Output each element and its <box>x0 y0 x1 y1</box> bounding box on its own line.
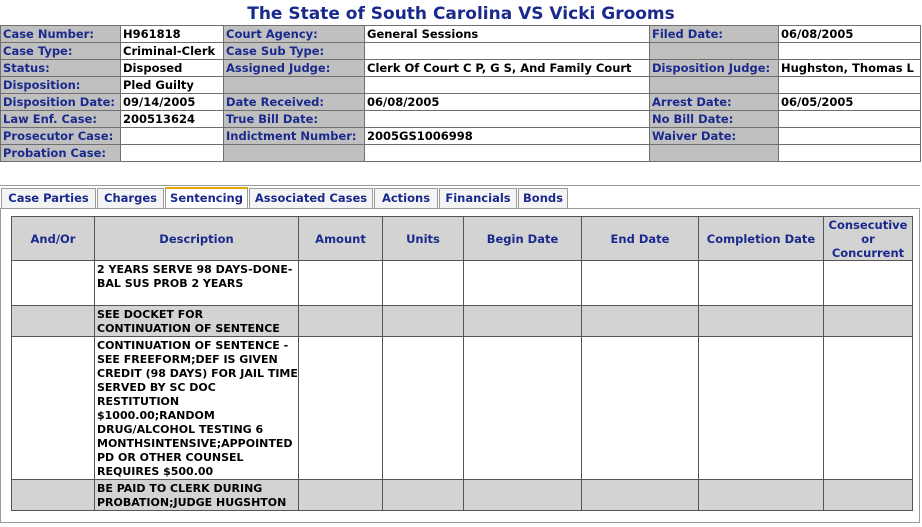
field-label: Arrest Date: <box>650 94 779 111</box>
table-cell <box>464 480 582 511</box>
field-value: General Sessions <box>365 26 650 43</box>
table-cell <box>12 337 95 480</box>
column-header[interactable]: Description <box>95 217 299 261</box>
field-value <box>121 128 224 145</box>
field-value: 06/08/2005 <box>365 94 650 111</box>
tab-sentencing[interactable]: Sentencing <box>165 187 248 209</box>
table-cell <box>299 337 383 480</box>
case-info-row <box>1 111 921 128</box>
table-cell <box>824 306 913 337</box>
field-value: 09/14/2005 <box>121 94 224 111</box>
column-header[interactable]: Begin Date <box>464 217 582 261</box>
field-value <box>365 145 650 162</box>
table-cell <box>699 306 824 337</box>
field-label <box>650 43 779 60</box>
case-info-row <box>1 94 921 111</box>
table-cell <box>824 480 913 511</box>
table-row <box>12 337 913 480</box>
column-header[interactable]: Completion Date <box>699 217 824 261</box>
field-label: Case Type: <box>1 43 121 60</box>
tab-bonds[interactable]: Bonds <box>518 188 568 208</box>
field-label <box>224 77 365 94</box>
field-value: Criminal-Clerk <box>121 43 224 60</box>
table-row <box>12 480 913 511</box>
field-label <box>650 145 779 162</box>
table-cell <box>12 306 95 337</box>
sentencing-table <box>11 216 913 511</box>
field-value <box>779 43 921 60</box>
case-info-row <box>1 77 921 94</box>
table-cell <box>582 480 699 511</box>
field-label: Disposition Judge: <box>650 60 779 77</box>
table-cell <box>464 261 582 306</box>
field-value: 06/05/2005 <box>779 94 921 111</box>
field-value <box>365 111 650 128</box>
tab-charges[interactable]: Charges <box>97 188 164 208</box>
tab-associated-cases[interactable]: Associated Cases <box>249 188 373 208</box>
case-info-table <box>0 25 921 162</box>
case-info-row <box>1 26 921 43</box>
field-label <box>650 77 779 94</box>
field-label: Court Agency: <box>224 26 365 43</box>
field-value <box>365 77 650 94</box>
field-label: Case Sub Type: <box>224 43 365 60</box>
field-value: 200513624 <box>121 111 224 128</box>
table-cell <box>582 306 699 337</box>
field-label: Disposition Date: <box>1 94 121 111</box>
field-value: H961818 <box>121 26 224 43</box>
field-value <box>779 77 921 94</box>
field-label: Waiver Date: <box>650 128 779 145</box>
table-cell <box>699 480 824 511</box>
field-label: Date Received: <box>224 94 365 111</box>
field-label: Case Number: <box>1 26 121 43</box>
table-cell <box>582 337 699 480</box>
table-cell <box>582 261 699 306</box>
table-cell <box>699 337 824 480</box>
table-cell <box>12 480 95 511</box>
field-value: Disposed <box>121 60 224 77</box>
field-value <box>365 43 650 60</box>
field-value <box>779 128 921 145</box>
case-info-row <box>1 128 921 145</box>
field-value <box>779 111 921 128</box>
field-label: Status: <box>1 60 121 77</box>
tab-case-parties[interactable]: Case Parties <box>1 188 96 208</box>
column-header[interactable]: Amount <box>299 217 383 261</box>
sentencing-panel <box>0 208 920 523</box>
table-cell <box>464 306 582 337</box>
field-value: Clerk Of Court C P, G S, And Family Court <box>365 60 650 77</box>
field-value: Pled Guilty <box>121 77 224 94</box>
table-cell <box>383 480 464 511</box>
table-cell <box>824 261 913 306</box>
tab-financials[interactable]: Financials <box>439 188 517 208</box>
case-details-panel <box>0 185 920 522</box>
table-cell <box>383 306 464 337</box>
field-label: Assigned Judge: <box>224 60 365 77</box>
column-header[interactable]: Units <box>383 217 464 261</box>
column-header[interactable]: And/Or <box>12 217 95 261</box>
field-label: Filed Date: <box>650 26 779 43</box>
field-label: Prosecutor Case: <box>1 128 121 145</box>
table-row <box>12 306 913 337</box>
description-cell: BE PAID TO CLERK DURING PROBATION;JUDGE HUGSHTON <box>95 480 299 511</box>
case-info-row <box>1 43 921 60</box>
table-cell <box>383 337 464 480</box>
field-label: Law Enf. Case: <box>1 111 121 128</box>
description-cell: CONTINUATION OF SENTENCE - SEE FREEFORM;DEF IS GIVEN CREDIT (98 DAYS) FOR JAIL TIME SERVED BY SC DOC RESTITUTION $1000.00;RANDOM DRUG/ALCOHOL TESTING 6 MONTHSINTENSIVE;APPOINTED PD OR OTHER COUNSEL REQUIRES $500.00 <box>95 337 299 480</box>
case-info-row <box>1 145 921 162</box>
column-header[interactable]: Consecutive or Concurrent <box>824 217 913 261</box>
table-cell <box>383 261 464 306</box>
field-label: Disposition: <box>1 77 121 94</box>
field-label: Probation Case: <box>1 145 121 162</box>
field-value <box>121 145 224 162</box>
table-cell <box>464 337 582 480</box>
table-cell <box>299 306 383 337</box>
table-cell <box>699 261 824 306</box>
field-label: Indictment Number: <box>224 128 365 145</box>
field-value: 2005GS1006998 <box>365 128 650 145</box>
table-cell <box>299 261 383 306</box>
column-header[interactable]: End Date <box>582 217 699 261</box>
tab-actions[interactable]: Actions <box>374 188 438 208</box>
field-label <box>224 145 365 162</box>
description-cell: 2 YEARS SERVE 98 DAYS-DONE-BAL SUS PROB 2 YEARS <box>95 261 299 306</box>
field-value: 06/08/2005 <box>779 26 921 43</box>
table-row <box>12 261 913 306</box>
page-title: The State of South Carolina VS Vicki Grooms <box>247 4 675 24</box>
field-label: No Bill Date: <box>650 111 779 128</box>
field-label: True Bill Date: <box>224 111 365 128</box>
field-value <box>779 145 921 162</box>
field-value: Hughston, Thomas L <box>779 60 921 77</box>
case-info-row <box>1 60 921 77</box>
table-cell <box>824 337 913 480</box>
table-cell <box>12 261 95 306</box>
description-cell: SEE DOCKET FOR CONTINUATION OF SENTENCE <box>95 306 299 337</box>
table-cell <box>299 480 383 511</box>
